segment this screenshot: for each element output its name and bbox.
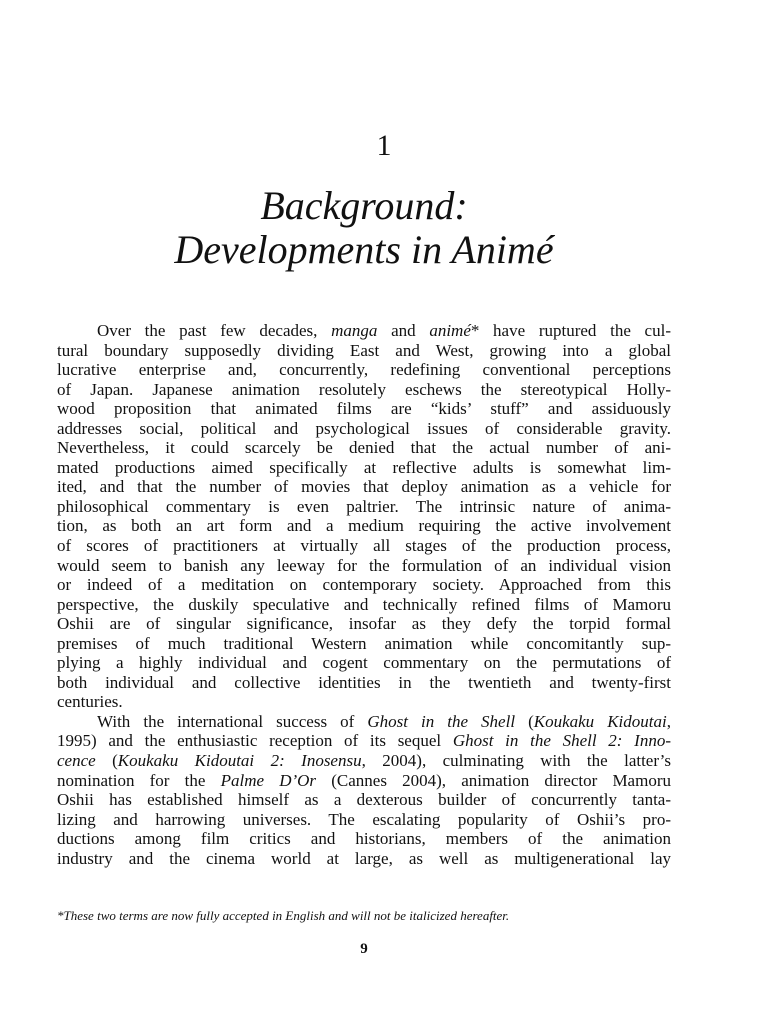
body-line: nomination for the Palme D’Or (Cannes 2004), animation director Mamoru (57, 770, 671, 790)
body-line: Over the past few decades, manga and animé* have ruptured the cul- (97, 321, 671, 340)
body-line: premises of much traditional Western animation while concomitantly sup- (57, 633, 671, 653)
body-line: would seem to banish any leeway for the formulation of an individual vision (57, 555, 671, 575)
body-line: plying a highly individual and cogent commentary on the permutations of (57, 653, 671, 673)
body-line: 1995) and the enthusiastic reception of its sequel Ghost in the Shell 2: Inno- (57, 731, 671, 751)
body-line: of Japan. Japanese animation resolutely eschews the stereotypical Holly- (57, 379, 671, 399)
body-line: or indeed of a meditation on contemporary society. Approached from this (57, 575, 671, 595)
body-line: Oshii are of singular significance, insofar as they defy the torpid formal (57, 614, 671, 634)
body-line: both individual and collective identities in the twentieth and twenty-first (57, 672, 671, 692)
chapter-title-line-1: Background: (260, 183, 468, 228)
body-line: ductions among film critics and historians, members of the animation (57, 829, 671, 849)
chapter-number: 1 (376, 129, 392, 162)
body-line: tion, as both an art form and a medium requiring the active involvement (57, 516, 671, 536)
body-line: With the international success of Ghost in the Shell (Koukaku Kidoutai, (97, 711, 671, 731)
body-line: ited, and that the number of movies that deploy animation as a vehicle for (57, 477, 671, 497)
body-line: mated productions aimed specifically at reflective adults is somewhat lim- (57, 457, 671, 477)
body-text (57, 321, 671, 868)
body-line: tural boundary supposedly dividing East and West, growing into a global (57, 340, 671, 360)
body-line: lizing and harrowing universes. The escalating popularity of Oshii’s pro- (57, 809, 671, 829)
body-line: Nevertheless, it could scarcely be denied that the actual number of ani- (57, 438, 671, 458)
footnote: *These two terms are now fully accepted in English and will not be italicized hereafter. (57, 908, 510, 923)
page-number: 9 (360, 941, 368, 957)
body-line: perspective, the duskily speculative and technically refined films of Mamoru (57, 594, 671, 614)
body-line: wood proposition that animated films are “kids’ stuff” and assiduously (57, 399, 671, 419)
body-line: industry and the cinema world at large, as well as multigenerational lay (57, 848, 671, 868)
chapter-title-line-2: Developments in Animé (174, 227, 554, 272)
body-line: Oshii has established himself as a dexterous builder of concurrently tanta- (57, 790, 671, 810)
body-line: philosophical commentary is even paltrier. The intrinsic nature of anima- (57, 496, 671, 516)
body-line: addresses social, political and psychological issues of considerable gravity. (57, 418, 671, 438)
body-line: centuries. (57, 692, 123, 712)
body-line: lucrative enterprise and, concurrently, redefining conventional perceptions (57, 360, 671, 380)
body-line: of scores of practitioners at virtually all stages of the production process, (57, 536, 671, 556)
body-line: cence (Koukaku Kidoutai 2: Inosensu, 2004), culminating with the latter’s (57, 751, 671, 771)
chapter-title (0, 184, 728, 272)
